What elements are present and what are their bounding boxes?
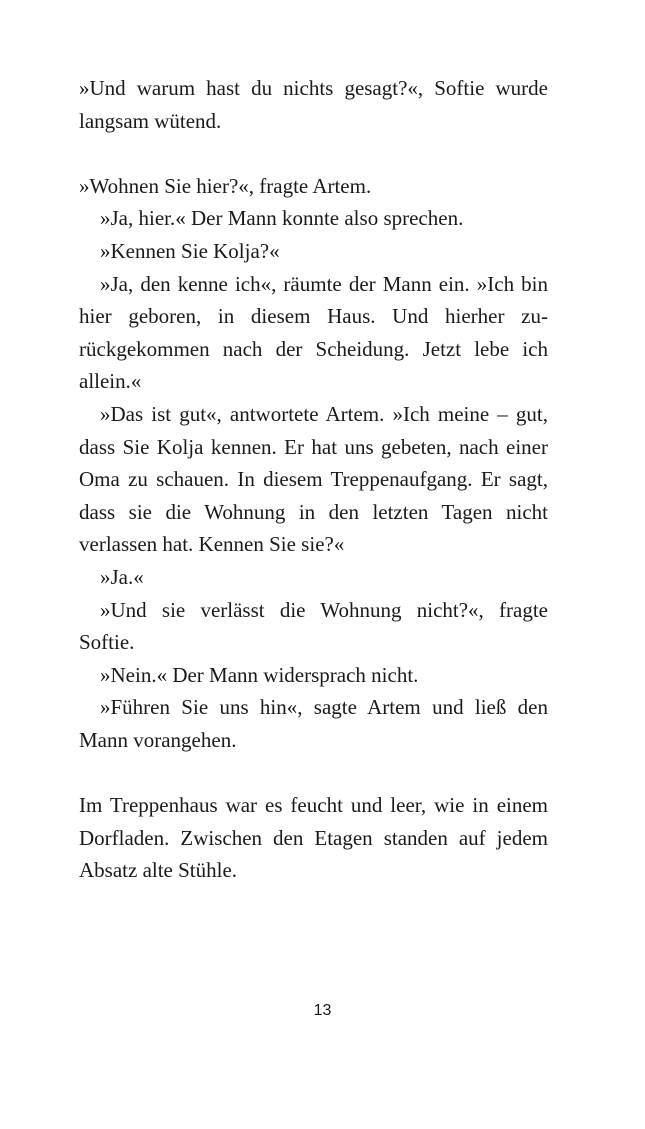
paragraph: »Führen Sie uns hin«, sagte Artem und ließ den Mann vorangehen. bbox=[79, 695, 548, 752]
text-section-2 bbox=[79, 170, 548, 757]
paragraph: Im Treppenhaus war es feucht und leer, wie in einem Dorfladen. Zwischen den Etagen standen auf jedem Absatz alte Stühle. bbox=[79, 793, 548, 883]
text-section-1 bbox=[79, 72, 548, 137]
paragraph: »Ja, hier.« Der Mann konnte also sprechen. bbox=[100, 206, 464, 231]
paragraph: »Das ist gut«, antwortete Artem. »Ich meine – gut, dass Sie Kolja kennen. Er hat uns gebeten, nach einer Oma zu schauen. In diesem Treppenaufgang. Er sagt, dass sie die Wohnung in den letzten Tagen nicht verlassen hat. Kennen Sie sie?« bbox=[79, 401, 548, 557]
paragraph: »Ja, den kenne ich«, räumte der Mann ein. »Ich bin hier geboren, in diesem Haus. Und hierher zurückgekommen nach der Scheidung. Jetzt lebe ich allein.« bbox=[79, 271, 548, 394]
paragraph: »Und sie verlässt die Wohnung nicht?«, fragte Softie. bbox=[79, 597, 548, 655]
text-section-3 bbox=[79, 789, 548, 887]
paragraph: »Und warum hast du nichts gesagt?«, Softie wurde langsam wütend. bbox=[79, 76, 548, 133]
paragraph: »Nein.« Der Mann widersprach nicht. bbox=[100, 662, 419, 687]
paragraph: »Wohnen Sie hier?«, fragte Artem. bbox=[79, 173, 372, 198]
book-page-text bbox=[79, 72, 548, 887]
paragraph: »Kennen Sie Kolja?« bbox=[100, 238, 280, 263]
paragraph: »Ja.« bbox=[100, 564, 144, 589]
page-number: 13 bbox=[313, 1002, 332, 1019]
